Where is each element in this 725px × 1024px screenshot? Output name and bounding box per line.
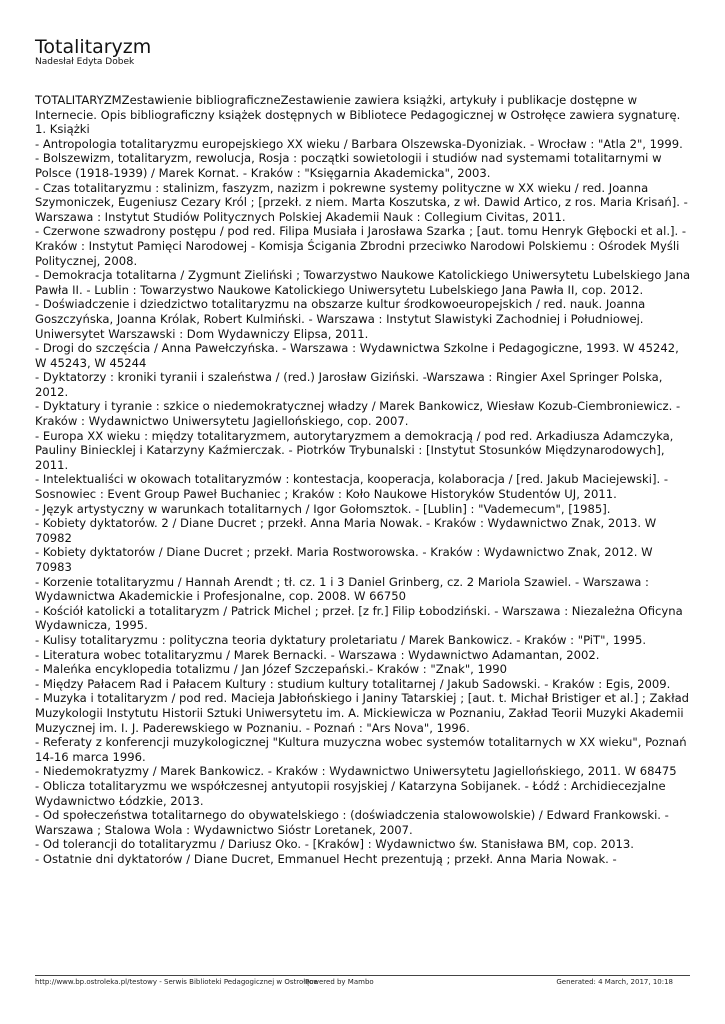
bibliography-list [35, 137, 693, 867]
bibliography-entry: - Niedemokratyzmy / Marek Bankowicz. - Kraków : Wydawnictwo Uniwersytetu Jagiellońskiego, 2011. W 68475 [35, 764, 677, 779]
bibliography-entry: - Korzenie totalitaryzmu / Hannah Arendt ; tł. cz. 1 i 3 Daniel Grinberg, cz. 2 Mariola Szawiel. - Warszawa : Wydawnictwa Akademickie i Profesjonalne, cop. 2008. W 66750 [35, 574, 649, 604]
bibliography-entry: - Między Pałacem Rad i Pałacem Kultury : studium kultury totalitarnej / Jakub Sadowski. - Kraków : Egis, 2009. [35, 676, 671, 691]
bibliography-entry: - Kobiety dyktatorów. 2 / Diane Ducret ; przekł. Anna Maria Nowak. - Kraków : Wydawnictwo Znak, 2013. W 70982 [35, 516, 657, 545]
bibliography-entry: - Doświadczenie i dziedzictwo totalitaryzmu na obszarze kultur środkowoeuropejskich / red. nauk. Joanna Goszczyńska, Joanna Królak, Robert Kulmiński. - Warszawa : Instytut Slawistyki Zachodniej i Południowej. Uniwersytet Warszawski : Dom Wydawniczy Elipsa, 2011. [35, 297, 646, 341]
bibliography-entry: - Referaty z konferencji muzykologicznej "Kultura muzyczna wobec systemów totalitarnych w XX wieku", Poznań 14-16 marca 1996. [35, 735, 687, 764]
bibliography-entry: - Antropologia totalitaryzmu europejskiego XX wieku / Barbara Olszewska-Dyoniziak. - Wrocław : "Atla 2", 1999. [35, 136, 683, 151]
bibliography-entry: - Drogi do szczęścia / Anna Pawełczyńska. - Warszawa : Wydawnictwa Szkolne i Pedagogiczne, 1993. W 45242, W 45243, W 45244 [35, 341, 679, 370]
bibliography-entry: - Muzyka i totalitaryzm / pod red. Macieja Jabłońskiego i Janiny Tatarskiej ; [aut. t. Michał Bristiger et al.] ; Zakład Muzykologii Instytutu Historii Sztuki Uniwersytetu im. A. Mickiewicza w Poznaniu, Zakład Teorii Muzyki Akademii Muzycznej im. I. J. Paderewskiego w Poznaniu. - Poznań : "Ars Nova", 1996. [35, 691, 690, 735]
footer-url: http://www.bp.ostroleka.pl/testowy - Serwis Biblioteki Pedagogicznej w Ostrołęce [35, 978, 318, 986]
bibliography-entry: - Intelektualiści w okowach totalitaryzmów : kontestacja, kooperacja, kolaboracja / [red. Jakub Maciejewski]. - Sosnowiec : Event Group Paweł Buchaniec ; Kraków : Koło Naukowe Historyków Studentów UJ, 2011. [35, 472, 669, 502]
bibliography-entry: - Kulisy totalitaryzmu : polityczna teoria dyktatury proletariatu / Marek Bankowicz. - Kraków : "PiT", 1995. [35, 632, 647, 647]
bibliography-entry: - Europa XX wieku : między totalitaryzmem, autorytaryzmem a demokracją / pod red. Arkadiusza Adamczyka, Pauliny Biniecklej i Katarzyny Kaźmierczak. - Piotrków Trybunalski : [Instytut Stosunków Międzynarodowych], 2011. [35, 428, 674, 472]
bibliography-entry: - Maleńka encyklopedia totalizmu / Jan Józef Szczepański.- Kraków : "Znak", 1990 [35, 662, 508, 677]
footer-powered: Powered by Mambo [305, 978, 374, 986]
bibliography-entry: - Czerwone szwadrony postępu / pod red. Filipa Musiała i Jarosława Szarka ; [aut. tomu Henryk Głębocki et al.]. - Kraków : Instytut Pamięci Narodowej - Komisja Ścigania Zbrodni przeciwko Narodowi Polskiemu : Ośrodek Myśli Politycznej, 2008. [35, 224, 687, 268]
bibliography-entry: - Czas totalitaryzmu : stalinizm, faszyzm, nazizm i pokrewne systemy polityczne w XX wieku / red. Joanna Szymoniczek, Eugeniusz Cezary Król ; [przekł. z niem. Marta Koszutska, z wł. Dawid Artico, z ros. Maria Krisań]. - Warszawa : Instytut Studiów Politycznych Polskiej Akademii Nauk : Collegium Civitas, 2011. [35, 180, 688, 224]
intro-paragraph: TOTALITARYZMZestawienie bibliograficzneZestawienie zawiera książki, artykuły i publikacje dostępne w Internecie. Opis bibliograficzny książek dostępnych w Bibliotece Pedagogicznej w Ostrołęce zawiera sygnaturę. 1. Książki [35, 93, 681, 137]
bibliography-entry: - Od tolerancji do totalitaryzmu / Dariusz Oko. - [Kraków] : Wydawnictwo św. Stanisława BM, cop. 2013. [35, 837, 634, 852]
bibliography-entry: - Ostatnie dni dyktatorów / Diane Ducret, Emmanuel Hecht prezentują ; przekł. Anna Maria Nowak. - [35, 851, 617, 866]
bibliography-entry: - Bolszewizm, totalitaryzm, rewolucja, Rosja : początki sowietologii i studiów nad systemami totalitarnymi w Polsce (1918-1939) / Marek Kornat. - Kraków : "Księgarnia Akademicka", 2003. [35, 151, 662, 180]
bibliography-entry: - Dyktatury i tyranie : szkice o niedemokratycznej władzy / Marek Bankowicz, Wiesław Kozub-Ciembroniewicz. - Kraków : Wydawnictwo Uniwersytetu Jagiellońskiego, cop. 2007. [35, 399, 681, 429]
bibliography-entry: - Od społeczeństwa totalitarnego do obywatelskiego : (doświadczenia stalowowolskie) / Edward Frankowski. - Warszawa ; Stalowa Wola : Wydawnictwo Sióstr Loretanek, 2007. [35, 808, 669, 837]
bibliography-entry: - Dyktatorzy : kroniki tyranii i szaleństwa / (red.) Jarosław Giziński. -Warszawa : Ringier Axel Springer Polska, 2012. [35, 370, 663, 399]
page-footer [35, 977, 673, 989]
bibliography-entry: - Język artystyczny w warunkach totalitarnych / Igor Gołomsztok. - [Lublin] : "Vademecum", [1985]. [35, 501, 611, 516]
page-title: Totalitaryzm [35, 36, 152, 58]
bibliography-entry: - Literatura wobec totalitaryzmu / Marek Bernacki. - Warszawa : Wydawnictwo Adamantan, 2002. [35, 647, 600, 662]
author-line: Nadesłał Edyta Dobek [35, 57, 135, 67]
bibliography-entry: - Kobiety dyktatorów / Diane Ducret ; przekł. Maria Rostworowska. - Kraków : Wydawnictwo Znak, 2012. W 70983 [35, 545, 653, 574]
footer-generated: Generated: 4 March, 2017, 10:18 [556, 978, 673, 986]
bibliography-entry: - Kościół katolicki a totalitaryzm / Patrick Michel ; przeł. [z fr.] Filip Łobodziński. - Warszawa : Niezależna Oficyna Wydawnicza, 1995. [35, 603, 683, 633]
footer-divider [35, 975, 690, 976]
article-body [35, 93, 693, 866]
bibliography-entry: - Oblicza totalitaryzmu we współczesnej antyutopii rosyjskiej / Katarzyna Sobijanek. - Łódź : Archidiecezjalne Wydawnictwo Łódzkie, 2013. [35, 778, 666, 808]
bibliography-entry: - Demokracja totalitarna / Zygmunt Zieliński ; Towarzystwo Naukowe Katolickiego Uniwersytetu Lubelskiego Jana Pawła II. - Lublin : Towarzystwo Naukowe Katolickiego Uniwersytetu Lubelskiego Jana Pawła II, cop. 2012. [35, 268, 691, 297]
